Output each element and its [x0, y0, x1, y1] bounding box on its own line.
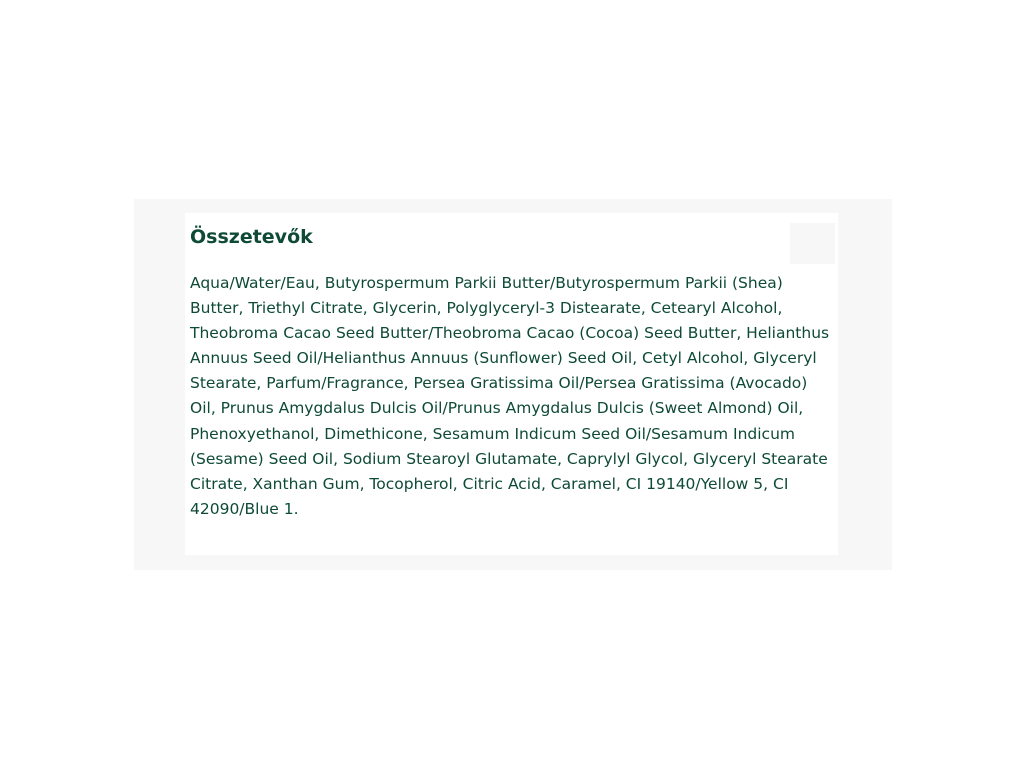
close-button[interactable]: [790, 223, 835, 264]
ingredients-text: Aqua/Water/Eau, Butyrospermum Parkii Butter/Butyrospermum Parkii (Shea) Butter, Triethyl Citrate, Glycerin, Polyglyceryl-3 Distearate, Cetearyl Alcohol, Theobroma Cacao Seed Butter/Theobroma Cacao (Cocoa) Seed Butter, Helianthus Annuus Seed Oil/Helianthus Annuus (Sunflower) Seed Oil, Cetyl Alcohol, Glyceryl Stearate, Parfum/Fragrance, Persea Gratissima Oil/Persea Gratissima (Avocado) Oil, Prunus Amygdalus Dulcis Oil/Prunus Amygdalus Dulcis (Sweet Almond) Oil, Phenoxyethanol, Dimethicone, Sesamum Indicum Seed Oil/Sesamum Indicum (Sesame) Seed Oil, Sodium Stearoyl Glutamate, Caprylyl Glycol, Glyceryl Stearate Citrate, Xanthan Gum, Tocopherol, Citric Acid, Caramel, CI 19140/Yellow 5, CI 42090/Blue 1.: [190, 274, 830, 518]
ingredients-title: Összetevők: [190, 226, 313, 248]
